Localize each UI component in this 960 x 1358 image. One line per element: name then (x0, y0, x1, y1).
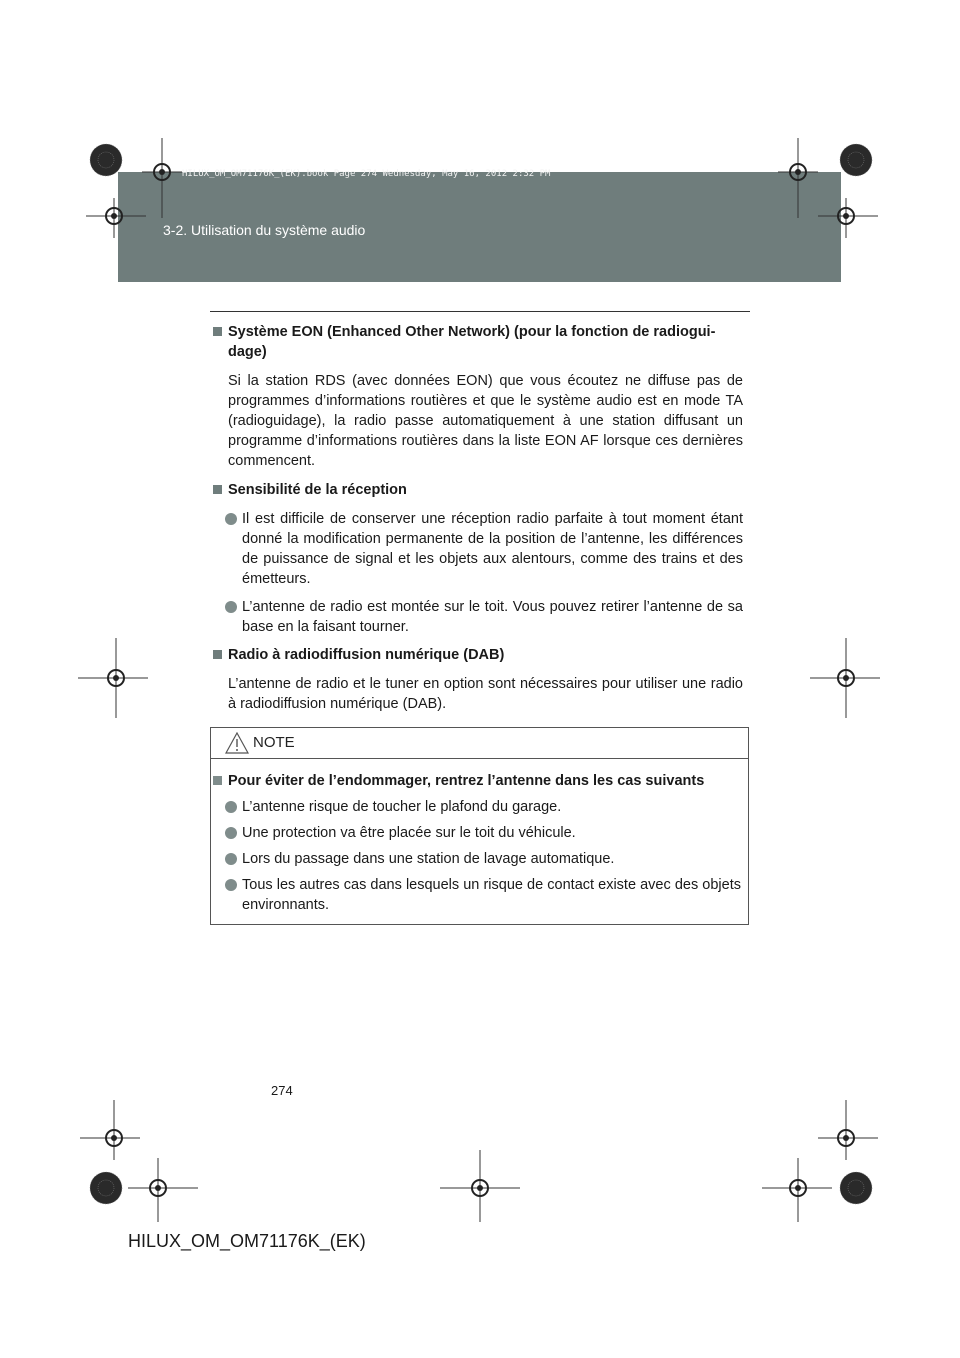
starburst-mark-icon (838, 1170, 874, 1206)
crosshair-mark-icon (778, 138, 818, 218)
note-heading: Pour éviter de l’endommager, rentrez l’antenne dans les cas suivants (213, 771, 741, 791)
sensitivity-bullet (213, 597, 743, 637)
note-box (210, 727, 749, 925)
page-number: 274 (271, 1083, 293, 1098)
bullet-text: L’antenne de radio est montée sur le toit. Vous pouvez retirer l’antenne de sa base en la faisant tourner. (242, 599, 743, 635)
document-code: HILUX_OM_OM71176K_(EK) (128, 1231, 366, 1251)
crosshair-mark-icon (86, 198, 146, 238)
bullet-text: Tous les autres cas dans lesquels un risque de contact existe avec des objets environnants. (242, 877, 741, 913)
main-content (213, 322, 743, 723)
note-body (211, 759, 748, 915)
bullet-dot-icon (225, 801, 237, 813)
note-bullet (213, 875, 741, 915)
dab-heading: Radio à radiodiffusion numérique (DAB) (213, 645, 743, 665)
bullet-dot-icon (225, 879, 237, 891)
note-bullet (213, 797, 741, 817)
bullet-text: Lors du passage dans une station de lavage automatique. (242, 851, 615, 867)
note-title: NOTE (253, 734, 295, 751)
bullet-text: L’antenne risque de toucher le plafond du garage. (242, 799, 562, 815)
crosshair-mark-icon (78, 638, 148, 718)
warning-triangle-icon (225, 732, 249, 759)
bullet-dot-icon (225, 601, 237, 613)
crosshair-mark-icon (818, 198, 878, 238)
bullet-dot-icon (225, 827, 237, 839)
note-bullet (213, 823, 741, 843)
bullet-text: Une protection va être placée sur le toit du véhicule. (242, 825, 576, 841)
crosshair-mark-icon (142, 138, 182, 218)
bullet-text: Il est difficile de conserver une réception radio parfaite à tout moment étant donné la modification permanente de la position de l’antenne, les différences de puissance de signal et les objets aux alentours, comme des trains et des émetteurs. (242, 511, 743, 587)
crosshair-mark-icon (128, 1158, 198, 1222)
crosshair-mark-icon (440, 1150, 520, 1222)
bullet-dot-icon (225, 853, 237, 865)
crosshair-mark-icon (818, 1100, 878, 1160)
crosshair-mark-icon (762, 1158, 832, 1222)
top-rule (210, 311, 750, 312)
starburst-mark-icon (88, 142, 124, 178)
crosshair-mark-icon (80, 1100, 140, 1160)
sensitivity-heading: Sensibilité de la réception (213, 480, 743, 500)
print-stamp: HILUX_OM_OM71176K_(EK).book Page 274 Wednesday, May 16, 2012 2:32 PM (182, 169, 551, 179)
eon-paragraph: Si la station RDS (avec données EON) que vous écoutez ne diffuse pas de programmes d’informations routières et que le système audio est en mode TA (radioguidage), la radio passe automatiquement à une station diffusant un programme d’informations routières dans la liste EON AF lorsque ces dernières commencent. (228, 373, 743, 469)
crosshair-mark-icon (810, 638, 880, 718)
note-header (211, 728, 748, 759)
starburst-mark-icon (88, 1170, 124, 1206)
note-bullet (213, 849, 741, 869)
eon-heading: Système EON (Enhanced Other Network) (pour la fonction de radiogui-dage) (213, 322, 743, 362)
bullet-dot-icon (225, 513, 237, 525)
section-title: 3-2. Utilisation du système audio (163, 222, 366, 238)
dab-paragraph: L’antenne de radio et le tuner en option sont nécessaires pour utiliser une radio à radiodiffusion numérique (DAB). (228, 676, 743, 712)
sensitivity-bullet (213, 509, 743, 589)
starburst-mark-icon (838, 142, 874, 178)
